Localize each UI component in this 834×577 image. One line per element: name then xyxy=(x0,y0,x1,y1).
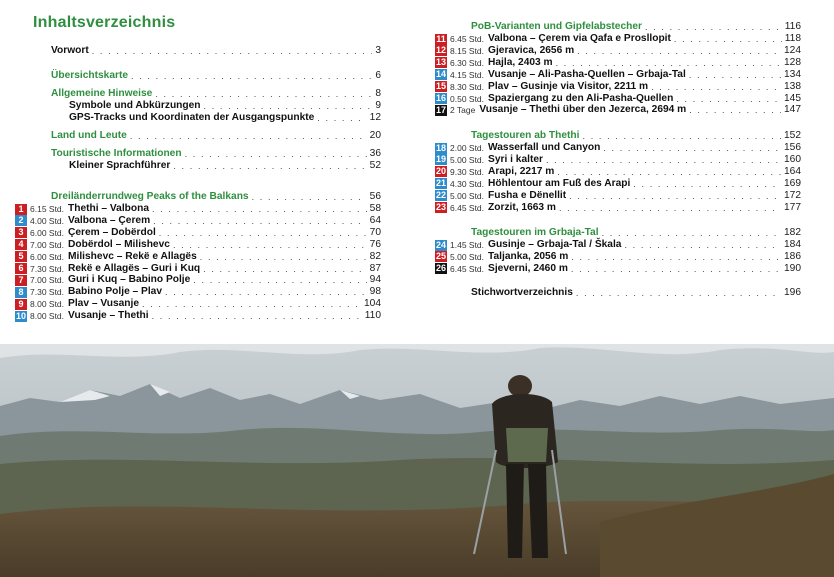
toc-label: Dreiländerrundweg Peaks of the Balkans xyxy=(51,191,249,202)
tour-duration: 5.00 Std. xyxy=(450,190,485,201)
tour-page: 98 xyxy=(369,286,381,298)
tour-number-badge: 13 xyxy=(435,57,446,68)
tour-number-badge: 14 xyxy=(435,69,446,80)
toc-entry-vorwort[interactable] xyxy=(51,45,381,57)
toc-page: 12 xyxy=(369,112,381,123)
tour-label: Höhlentour am Fuß des Arapi xyxy=(488,177,631,189)
tour-entry-23[interactable] xyxy=(435,202,801,214)
toc-leader xyxy=(559,202,781,214)
tour-label: Vusanje – Thethi xyxy=(68,310,149,322)
toc-label: Land und Leute xyxy=(51,130,127,141)
tour-page: 177 xyxy=(784,201,801,213)
tour-page: 134 xyxy=(784,68,801,80)
toc-entry-tagestouren-grbaja[interactable] xyxy=(471,227,801,239)
toc-page: 9 xyxy=(375,100,381,111)
tour-number-badge: 1 xyxy=(15,204,27,215)
toc-leader xyxy=(651,81,781,93)
toc-leader xyxy=(165,286,367,298)
hiker-mountain-photo xyxy=(0,344,834,577)
toc-leader xyxy=(676,93,781,105)
toc-leader xyxy=(185,148,367,160)
toc-entry-allgemeine-hinweise[interactable] xyxy=(51,88,381,100)
tour-entry-2[interactable] xyxy=(15,215,381,227)
toc-page: 36 xyxy=(369,148,381,159)
toc-leader xyxy=(152,310,362,322)
toc-leader xyxy=(155,88,372,100)
tour-page: 169 xyxy=(784,177,801,189)
tour-label: Valbona – Çerem xyxy=(68,214,151,226)
toc-leader xyxy=(159,227,367,239)
tour-label: Syri i kalter xyxy=(488,153,543,165)
tour-entry-21[interactable] xyxy=(435,178,801,190)
toc-entry-gps-tracks[interactable] xyxy=(51,112,381,124)
tour-entry-22[interactable] xyxy=(435,190,801,202)
tour-duration: 1.45 Std. xyxy=(450,240,485,250)
tour-number-badge: 18 xyxy=(435,142,446,153)
tour-entry-9[interactable] xyxy=(15,298,381,310)
tour-duration: 6.00 Std. xyxy=(30,251,65,262)
toc-leader xyxy=(577,45,781,57)
toc-leader xyxy=(130,130,367,142)
tour-duration: 7.00 Std. xyxy=(30,275,65,286)
tour-page: 190 xyxy=(784,262,801,274)
tour-page: 58 xyxy=(369,203,381,214)
tour-page: 138 xyxy=(784,80,801,92)
tour-label: Valbona – Çerem via Qafa e Prosllopit xyxy=(488,33,671,44)
tour-page: 164 xyxy=(784,165,801,177)
tour-duration: 4.15 Std. xyxy=(450,69,485,80)
tour-number-badge: 22 xyxy=(435,190,446,201)
toc-leader xyxy=(92,45,373,57)
tour-duration: 7.30 Std. xyxy=(30,287,65,298)
toc-leader xyxy=(200,251,367,263)
toc-page: 196 xyxy=(784,287,801,298)
tour-label: Vusanje – Thethi über den Jezerca, 2694 m xyxy=(479,104,687,116)
tour-label: Vusanje – Ali-Pasha-Quellen – Grbaja-Tal xyxy=(488,68,686,80)
toc-leader xyxy=(576,287,781,299)
toc-entry-dreilaenderrundweg[interactable] xyxy=(51,191,381,203)
toc-leader xyxy=(624,239,781,251)
tour-duration: 6.45 Std. xyxy=(450,263,485,274)
tour-page: 184 xyxy=(784,239,801,250)
tour-page: 147 xyxy=(784,104,801,116)
toc-label: PoB-Varianten und Gipfelabstecher xyxy=(471,21,642,32)
toc-leader xyxy=(546,154,781,166)
tour-label: Fusha e Dënellit xyxy=(488,189,567,201)
tour-duration: 4.00 Std. xyxy=(30,215,65,226)
tour-entry-6[interactable] xyxy=(15,263,381,275)
tour-page: 160 xyxy=(784,153,801,165)
tour-entry-19[interactable] xyxy=(435,154,801,166)
toc-leader xyxy=(557,166,781,178)
tour-number-badge: 11 xyxy=(436,33,446,44)
tour-duration: 2 Tage xyxy=(450,105,476,116)
toc-entry-sprachfuehrer[interactable] xyxy=(51,160,381,172)
tour-entry-14[interactable] xyxy=(435,69,801,81)
toc-label: Übersichtskarte xyxy=(51,70,129,81)
toc-label: Symbole und Abkürzungen xyxy=(69,100,201,111)
tour-duration: 4.30 Std. xyxy=(450,178,485,189)
toc-page: 6 xyxy=(375,70,381,81)
tour-entry-20[interactable] xyxy=(435,166,801,178)
tour-label: Wasserfall und Canyon xyxy=(488,142,601,153)
tour-number-badge: 5 xyxy=(15,251,27,262)
toc-label: Tagestouren im Grbaja-Tal xyxy=(471,227,599,238)
tour-duration: 0.50 Std. xyxy=(450,93,485,104)
tour-number-badge: 2 xyxy=(15,215,27,226)
tour-page: 64 xyxy=(369,214,381,226)
toc-leader xyxy=(203,263,367,275)
tour-number-badge: 4 xyxy=(15,239,27,250)
tour-label: Çerem – Dobërdol xyxy=(68,226,156,238)
tour-entry-26[interactable] xyxy=(435,263,801,275)
toc-page: 152 xyxy=(784,130,801,141)
tour-number-badge: 9 xyxy=(15,299,27,310)
tour-entry-7[interactable] xyxy=(15,274,381,286)
tour-page: 124 xyxy=(784,44,801,56)
toc-leader xyxy=(645,21,782,33)
tour-page: 145 xyxy=(784,92,801,104)
toc-page: 8 xyxy=(375,88,381,99)
tour-entry-10[interactable] xyxy=(15,310,381,322)
toc-label: GPS-Tracks und Koordinaten der Ausgangspunkte xyxy=(69,112,315,123)
tour-entry-11[interactable] xyxy=(435,33,801,45)
toc-label: Stichwortverzeichnis xyxy=(471,287,573,298)
tour-entry-15[interactable] xyxy=(435,81,801,93)
tour-page: 110 xyxy=(364,310,381,322)
toc-leader xyxy=(571,251,781,263)
tour-number-badge: 3 xyxy=(15,227,27,238)
toc-leader xyxy=(569,190,781,202)
tour-page: 70 xyxy=(369,226,381,238)
tour-label: Milishevc – Rekë e Allagës xyxy=(68,250,197,262)
tour-number-badge: 23 xyxy=(435,202,446,212)
page-title: Inhaltsverzeichnis xyxy=(33,14,176,31)
toc-leader xyxy=(674,33,782,45)
tour-duration: 6.45 Std. xyxy=(450,34,485,44)
tour-entry-13[interactable] xyxy=(435,57,801,69)
toc-leader xyxy=(556,57,781,69)
tour-number-badge: 12 xyxy=(435,45,446,56)
toc-leader xyxy=(152,203,367,215)
toc-leader xyxy=(571,263,781,275)
toc-label: Kleiner Sprachführer xyxy=(69,160,171,171)
tour-duration: 7.30 Std. xyxy=(30,263,65,274)
tour-page: 94 xyxy=(369,274,381,286)
tour-label: Babino Polje – Plav xyxy=(68,286,163,298)
tour-label: Gjeravica, 2656 m xyxy=(488,44,575,56)
tour-number-badge: 15 xyxy=(435,81,446,92)
tour-entry-16[interactable] xyxy=(435,93,801,105)
tour-number-badge: 8 xyxy=(15,287,27,298)
tour-label: Thethi – Valbona xyxy=(68,203,149,214)
tour-number-badge: 24 xyxy=(435,239,446,250)
tour-entry-25[interactable] xyxy=(435,251,801,263)
toc-label: Allgemeine Hinweise xyxy=(51,88,153,99)
toc-leader xyxy=(153,215,367,227)
tour-label: Guri i Kuq – Babino Polje xyxy=(68,274,191,286)
tour-duration: 8.30 Std. xyxy=(450,81,485,92)
tour-duration: 7.00 Std. xyxy=(30,239,65,250)
toc-leader xyxy=(317,112,366,124)
tour-duration: 9.30 Std. xyxy=(450,166,485,177)
tour-duration: 6.00 Std. xyxy=(30,227,65,238)
tour-page: 118 xyxy=(784,33,801,44)
toc-label: Vorwort xyxy=(51,45,89,56)
tour-entry-12[interactable] xyxy=(435,45,801,57)
tour-page: 76 xyxy=(369,238,381,250)
tour-label: Gusinje – Grbaja-Tal / Škala xyxy=(488,239,622,250)
toc-label: Tagestouren ab Thethi xyxy=(471,130,580,141)
toc-leader xyxy=(689,104,781,116)
tour-label: Dobërdol – Milishevc xyxy=(68,238,170,250)
tour-number-badge: 10 xyxy=(15,310,26,321)
tour-number-badge: 17 xyxy=(435,104,446,115)
toc-page: 20 xyxy=(369,130,381,141)
toc-entry-pob-varianten[interactable] xyxy=(471,21,801,33)
tour-page: 186 xyxy=(784,250,801,262)
toc-leader xyxy=(173,239,367,251)
toc-leader xyxy=(689,69,781,81)
tour-label: Rekë e Allagës – Guri i Kuq xyxy=(68,262,201,274)
tour-entry-24[interactable] xyxy=(435,239,801,251)
tour-duration: 8.15 Std. xyxy=(450,45,485,56)
toc-leader xyxy=(602,227,781,239)
toc-leader xyxy=(252,191,367,203)
tour-label: Zorzit, 1663 m xyxy=(488,201,556,213)
tour-number-badge: 7 xyxy=(15,275,27,286)
tour-duration: 6.30 Std. xyxy=(450,57,485,68)
toc-entry-land-und-leute[interactable] xyxy=(51,130,381,142)
toc-entry-uebersichtskarte[interactable] xyxy=(51,70,381,82)
tour-label: Hajla, 2403 m xyxy=(488,56,553,68)
tour-entry-3[interactable] xyxy=(15,227,381,239)
tour-page: 87 xyxy=(369,262,381,274)
toc-leader xyxy=(193,274,366,286)
tour-number-badge: 20 xyxy=(435,166,446,177)
tour-label: Plav – Gusinje via Visitor, 2211 m xyxy=(488,80,649,92)
tour-duration: 2.00 Std. xyxy=(450,143,485,153)
tour-duration: 5.00 Std. xyxy=(450,154,485,165)
tour-page: 156 xyxy=(784,142,801,153)
toc-leader xyxy=(583,130,782,142)
tour-number-badge: 21 xyxy=(435,178,446,189)
toc-page: 56 xyxy=(369,191,381,202)
tour-number-badge: 6 xyxy=(15,263,27,274)
toc-entry-tagestouren-thethi[interactable] xyxy=(471,130,801,142)
tour-page: 82 xyxy=(369,250,381,262)
toc-page: 3 xyxy=(375,45,381,56)
toc-page: 52 xyxy=(369,160,381,171)
toc-entry-touristische-informationen[interactable] xyxy=(51,148,381,160)
tour-entry-17[interactable] xyxy=(435,104,801,116)
tour-number-badge: 16 xyxy=(435,93,446,103)
tour-page: 104 xyxy=(364,298,381,310)
toc-leader xyxy=(603,142,781,154)
tour-entry-18[interactable] xyxy=(435,142,801,154)
toc-page: 116 xyxy=(784,21,801,32)
tour-page: 172 xyxy=(784,189,801,201)
tour-entry-4[interactable] xyxy=(15,239,381,251)
tour-duration: 5.00 Std. xyxy=(450,251,485,262)
tour-number-badge: 19 xyxy=(435,154,446,165)
tour-entry-1[interactable] xyxy=(15,203,381,215)
toc-entry-symbole[interactable] xyxy=(51,100,381,112)
toc-entry-stichwortverzeichnis[interactable] xyxy=(471,287,801,299)
tour-duration: 6.45 Std. xyxy=(450,202,485,213)
tour-label: Arapi, 2217 m xyxy=(488,165,555,177)
toc-leader xyxy=(142,298,361,310)
tour-duration: 8.00 Std. xyxy=(30,299,65,310)
toc-page: 182 xyxy=(784,227,801,238)
tour-label: Taljanka, 2056 m xyxy=(488,250,569,262)
tour-number-badge: 26 xyxy=(435,263,446,274)
toc-label: Touristische Informationen xyxy=(51,148,182,159)
toc-leader xyxy=(633,178,781,190)
toc-leader xyxy=(204,100,373,112)
tour-page: 128 xyxy=(784,56,801,68)
tour-label: Sjeverni, 2460 m xyxy=(488,262,568,274)
tour-duration: 8.00 Std. xyxy=(30,311,65,322)
tour-duration: 6.15 Std. xyxy=(30,204,65,214)
tour-label: Spaziergang zu den Ali-Pasha-Quellen xyxy=(488,92,674,104)
toc-leader xyxy=(173,160,366,172)
tour-number-badge: 25 xyxy=(435,251,446,262)
tour-label: Plav – Vusanje xyxy=(68,298,140,310)
toc-leader xyxy=(131,70,372,82)
tour-entry-5[interactable] xyxy=(15,251,381,263)
tour-entry-8[interactable] xyxy=(15,286,381,298)
